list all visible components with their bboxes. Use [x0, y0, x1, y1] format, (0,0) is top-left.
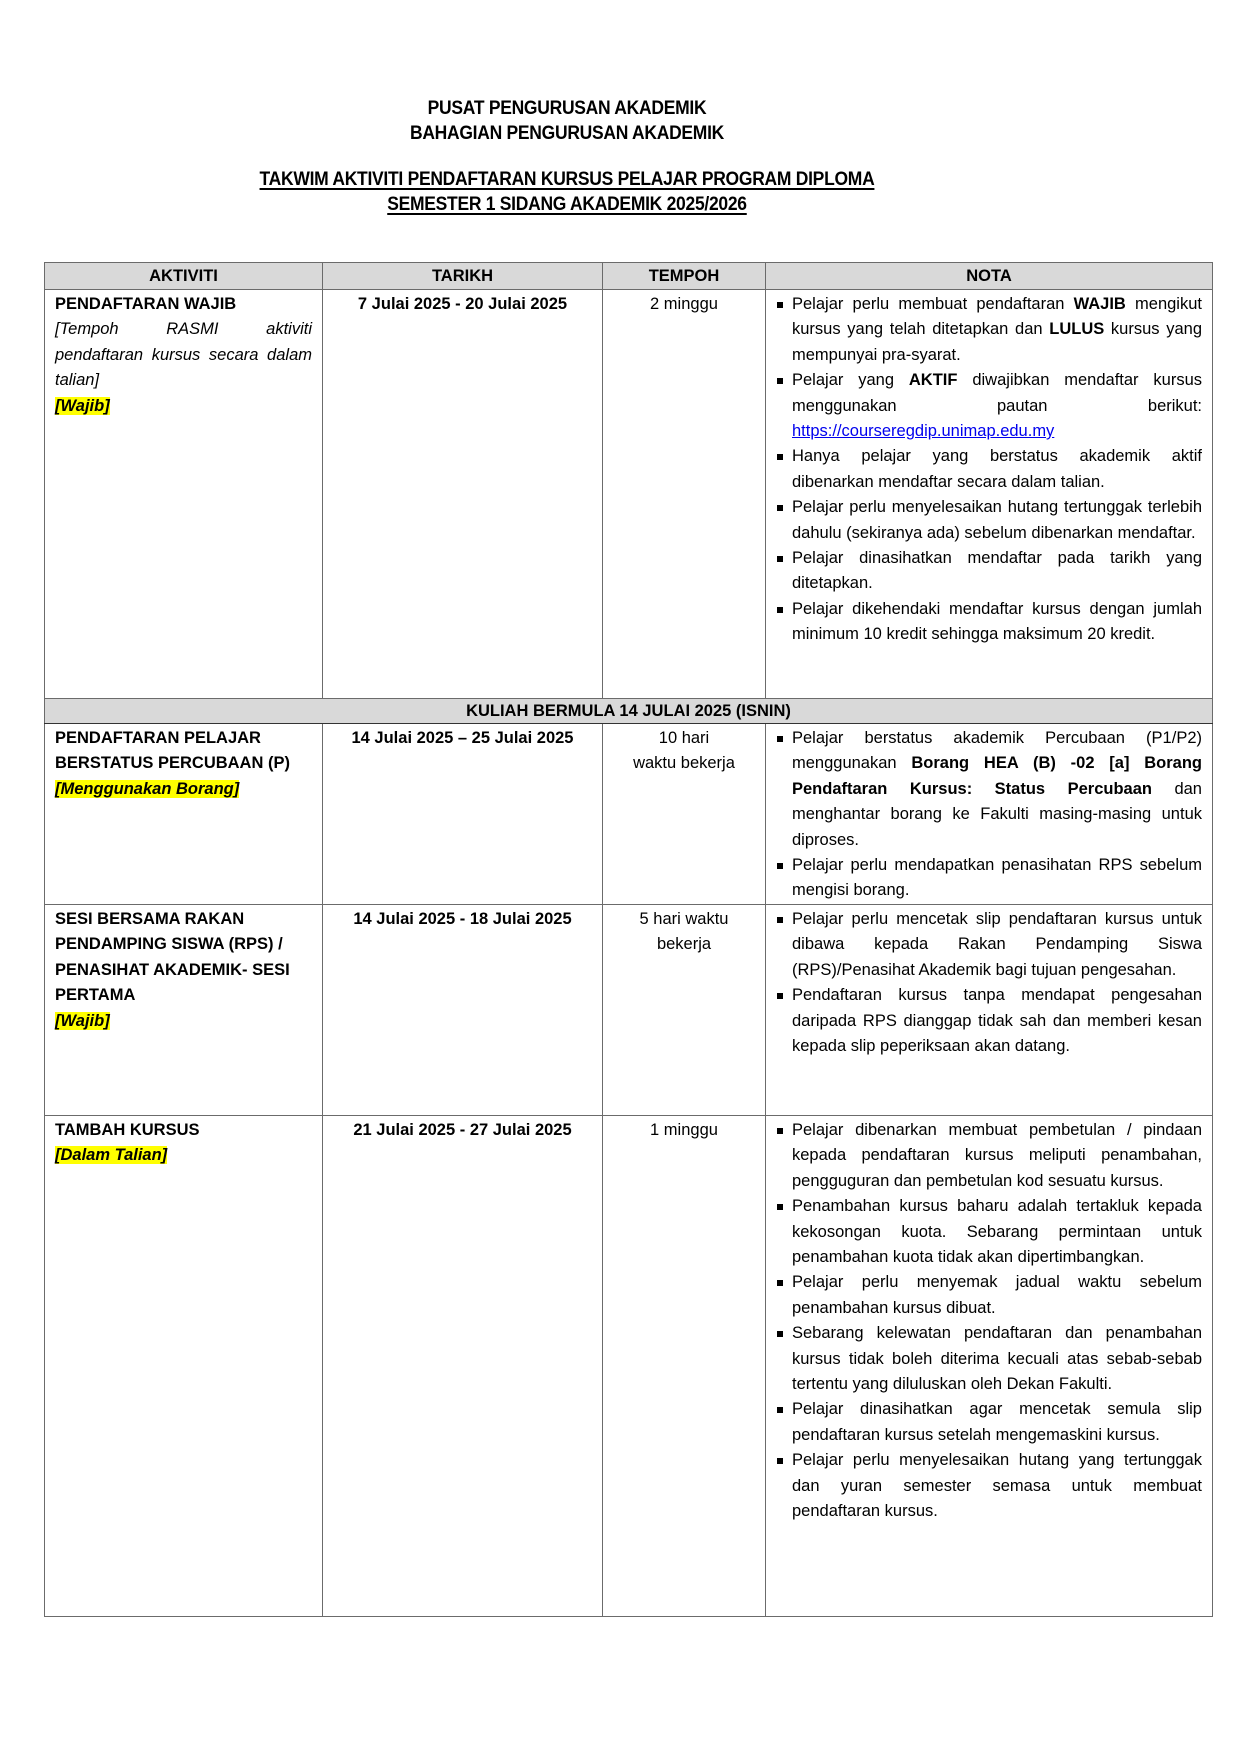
nota-item: Pelajar perlu membuat pendaftaran WAJIB mengikut kursus yang telah ditetapkan dan LULUS kursus yang mempunyai pra-syarat.: [774, 292, 1202, 368]
banner-row: [45, 699, 1213, 724]
tempoh-cell: 1 minggu: [603, 1116, 766, 1617]
nota-item: Pelajar dinasihatkan agar mencetak semula slip pendaftaran kursus setelah mengemaskini kursus.: [774, 1397, 1202, 1448]
column-header-tempoh: TEMPOH: [603, 263, 766, 290]
nota-item: Pelajar perlu menyelesaikan hutang tertunggak terlebih dahulu (sekiranya ada) sebelum dibenarkan mendaftar.: [774, 495, 1202, 546]
document-header: [0, 96, 1134, 217]
nota-list: [774, 907, 1202, 1059]
nota-item: Pendaftaran kursus tanpa mendapat pengesahan daripada RPS dianggap tidak sah dan memberi kesan kepada slip peperiksaan akan datang.: [774, 983, 1202, 1059]
tempoh-cell: 5 hari waktu bekerja: [603, 905, 766, 1116]
nota-item: Pelajar dinasihatkan mendaftar pada tarikh yang ditetapkan.: [774, 546, 1202, 597]
nota-cell: [766, 1116, 1213, 1617]
activity-tag: [Wajib]: [55, 396, 110, 415]
nota-item: Pelajar perlu menyelesaikan hutang yang tertunggak dan yuran semester semasa untuk membuat pendaftaran kursus.: [774, 1448, 1202, 1524]
activity-description: [Tempoh RASMI aktiviti pendaftaran kursus secara dalam talian]: [55, 320, 312, 390]
tarikh-cell: 14 Julai 2025 – 25 Julai 2025: [323, 724, 603, 905]
nota-cell: [766, 724, 1213, 905]
header-line-2: BAHAGIAN PENGURUSAN AKADEMIK: [409, 123, 725, 144]
nota-item: Pelajar berstatus akademik Percubaan (P1/P2) menggunakan Borang HEA (B) -02 [a] Borang Pendaftaran Kursus: Status Percubaan dan menghantar borang ke Fakulti masing-masing untuk diproses.: [774, 726, 1202, 853]
document-title-1: TAKWIM AKTIVITI PENDAFTARAN KURSUS PELAJAR PROGRAM DIPLOMA: [259, 169, 875, 190]
nota-item: Pelajar dikehendaki mendaftar kursus dengan jumlah minimum 10 kredit sehingga maksimum 20 kredit.: [774, 597, 1202, 648]
column-header-aktiviti: AKTIVITI: [45, 263, 323, 290]
tarikh-cell: 14 Julai 2025 - 18 Julai 2025: [323, 905, 603, 1116]
nota-cell: [766, 290, 1213, 699]
activity-title: PENDAFTARAN WAJIB: [55, 295, 237, 313]
activity-title: SESI BERSAMA RAKAN PENDAMPING SISWA (RPS) / PENASIHAT AKADEMIK- SESI PERTAMA: [55, 910, 290, 1005]
document-title-2: SEMESTER 1 SIDANG AKADEMIK 2025/2026: [387, 194, 747, 215]
nota-item: Pelajar perlu mencetak slip pendaftaran kursus untuk dibawa kepada Rakan Pendamping Siswa (RPS)/Penasihat Akademik bagi tujuan pengesahan.: [774, 907, 1202, 983]
table-row: [45, 905, 1213, 1116]
column-header-nota: NOTA: [766, 263, 1213, 290]
table-row: [45, 724, 1213, 905]
nota-list: [774, 292, 1202, 648]
activity-tag: [Dalam Talian]: [55, 1146, 168, 1165]
table-row: [45, 290, 1213, 699]
aktiviti-cell: [45, 724, 323, 905]
aktiviti-cell: [45, 290, 323, 699]
tempoh-cell: 10 hari waktu bekerja: [603, 724, 766, 905]
course-registration-link[interactable]: https://courseregdip.unimap.edu.my: [792, 422, 1055, 441]
header-line-1: PUSAT PENGURUSAN AKADEMIK: [427, 98, 707, 119]
tarikh-cell: 7 Julai 2025 - 20 Julai 2025: [323, 290, 603, 699]
nota-item: Penambahan kursus baharu adalah tertakluk kepada kekosongan kuota. Sebarang permintaan untuk penambahan kuota tidak akan dipertimbangkan.: [774, 1194, 1202, 1270]
nota-item: Pelajar yang AKTIF diwajibkan mendaftar kursus menggunakan pautan berikut: https://courseregdip.unimap.edu.my: [774, 368, 1202, 444]
aktiviti-cell: [45, 1116, 323, 1617]
table-row: [45, 1116, 1213, 1617]
tempoh-cell: 2 minggu: [603, 290, 766, 699]
nota-item: Sebarang kelewatan pendaftaran dan penambahan kursus tidak boleh diterima kecuali atas sebab-sebab tertentu yang diluluskan oleh Dekan Fakulti.: [774, 1321, 1202, 1397]
activity-title: TAMBAH KURSUS: [55, 1121, 200, 1139]
schedule-table: [44, 262, 1213, 1617]
nota-item: Pelajar perlu menyemak jadual waktu sebelum penambahan kursus dibuat.: [774, 1270, 1202, 1321]
nota-list: [774, 1118, 1202, 1525]
nota-item: Pelajar perlu mendapatkan penasihatan RPS sebelum mengisi borang.: [774, 853, 1202, 904]
activity-tag: [Wajib]: [55, 1011, 110, 1030]
tarikh-cell: 21 Julai 2025 - 27 Julai 2025: [323, 1116, 603, 1617]
table-header-row: [45, 263, 1213, 290]
column-header-tarikh: TARIKH: [323, 263, 603, 290]
lecture-start-banner: KULIAH BERMULA 14 JULAI 2025 (ISNIN): [45, 699, 1213, 724]
aktiviti-cell: [45, 905, 323, 1116]
nota-item: Pelajar dibenarkan membuat pembetulan / pindaan kepada pendaftaran kursus meliputi penambahan, pengguguran dan pembetulan kod sesuatu kursus.: [774, 1118, 1202, 1194]
activity-title: PENDAFTARAN PELAJAR BERSTATUS PERCUBAAN (P): [55, 729, 290, 773]
activity-tag: [Menggunakan Borang]: [55, 779, 240, 798]
nota-list: [774, 726, 1202, 904]
nota-cell: [766, 905, 1213, 1116]
nota-item: Hanya pelajar yang berstatus akademik aktif dibenarkan mendaftar secara dalam talian.: [774, 444, 1202, 495]
